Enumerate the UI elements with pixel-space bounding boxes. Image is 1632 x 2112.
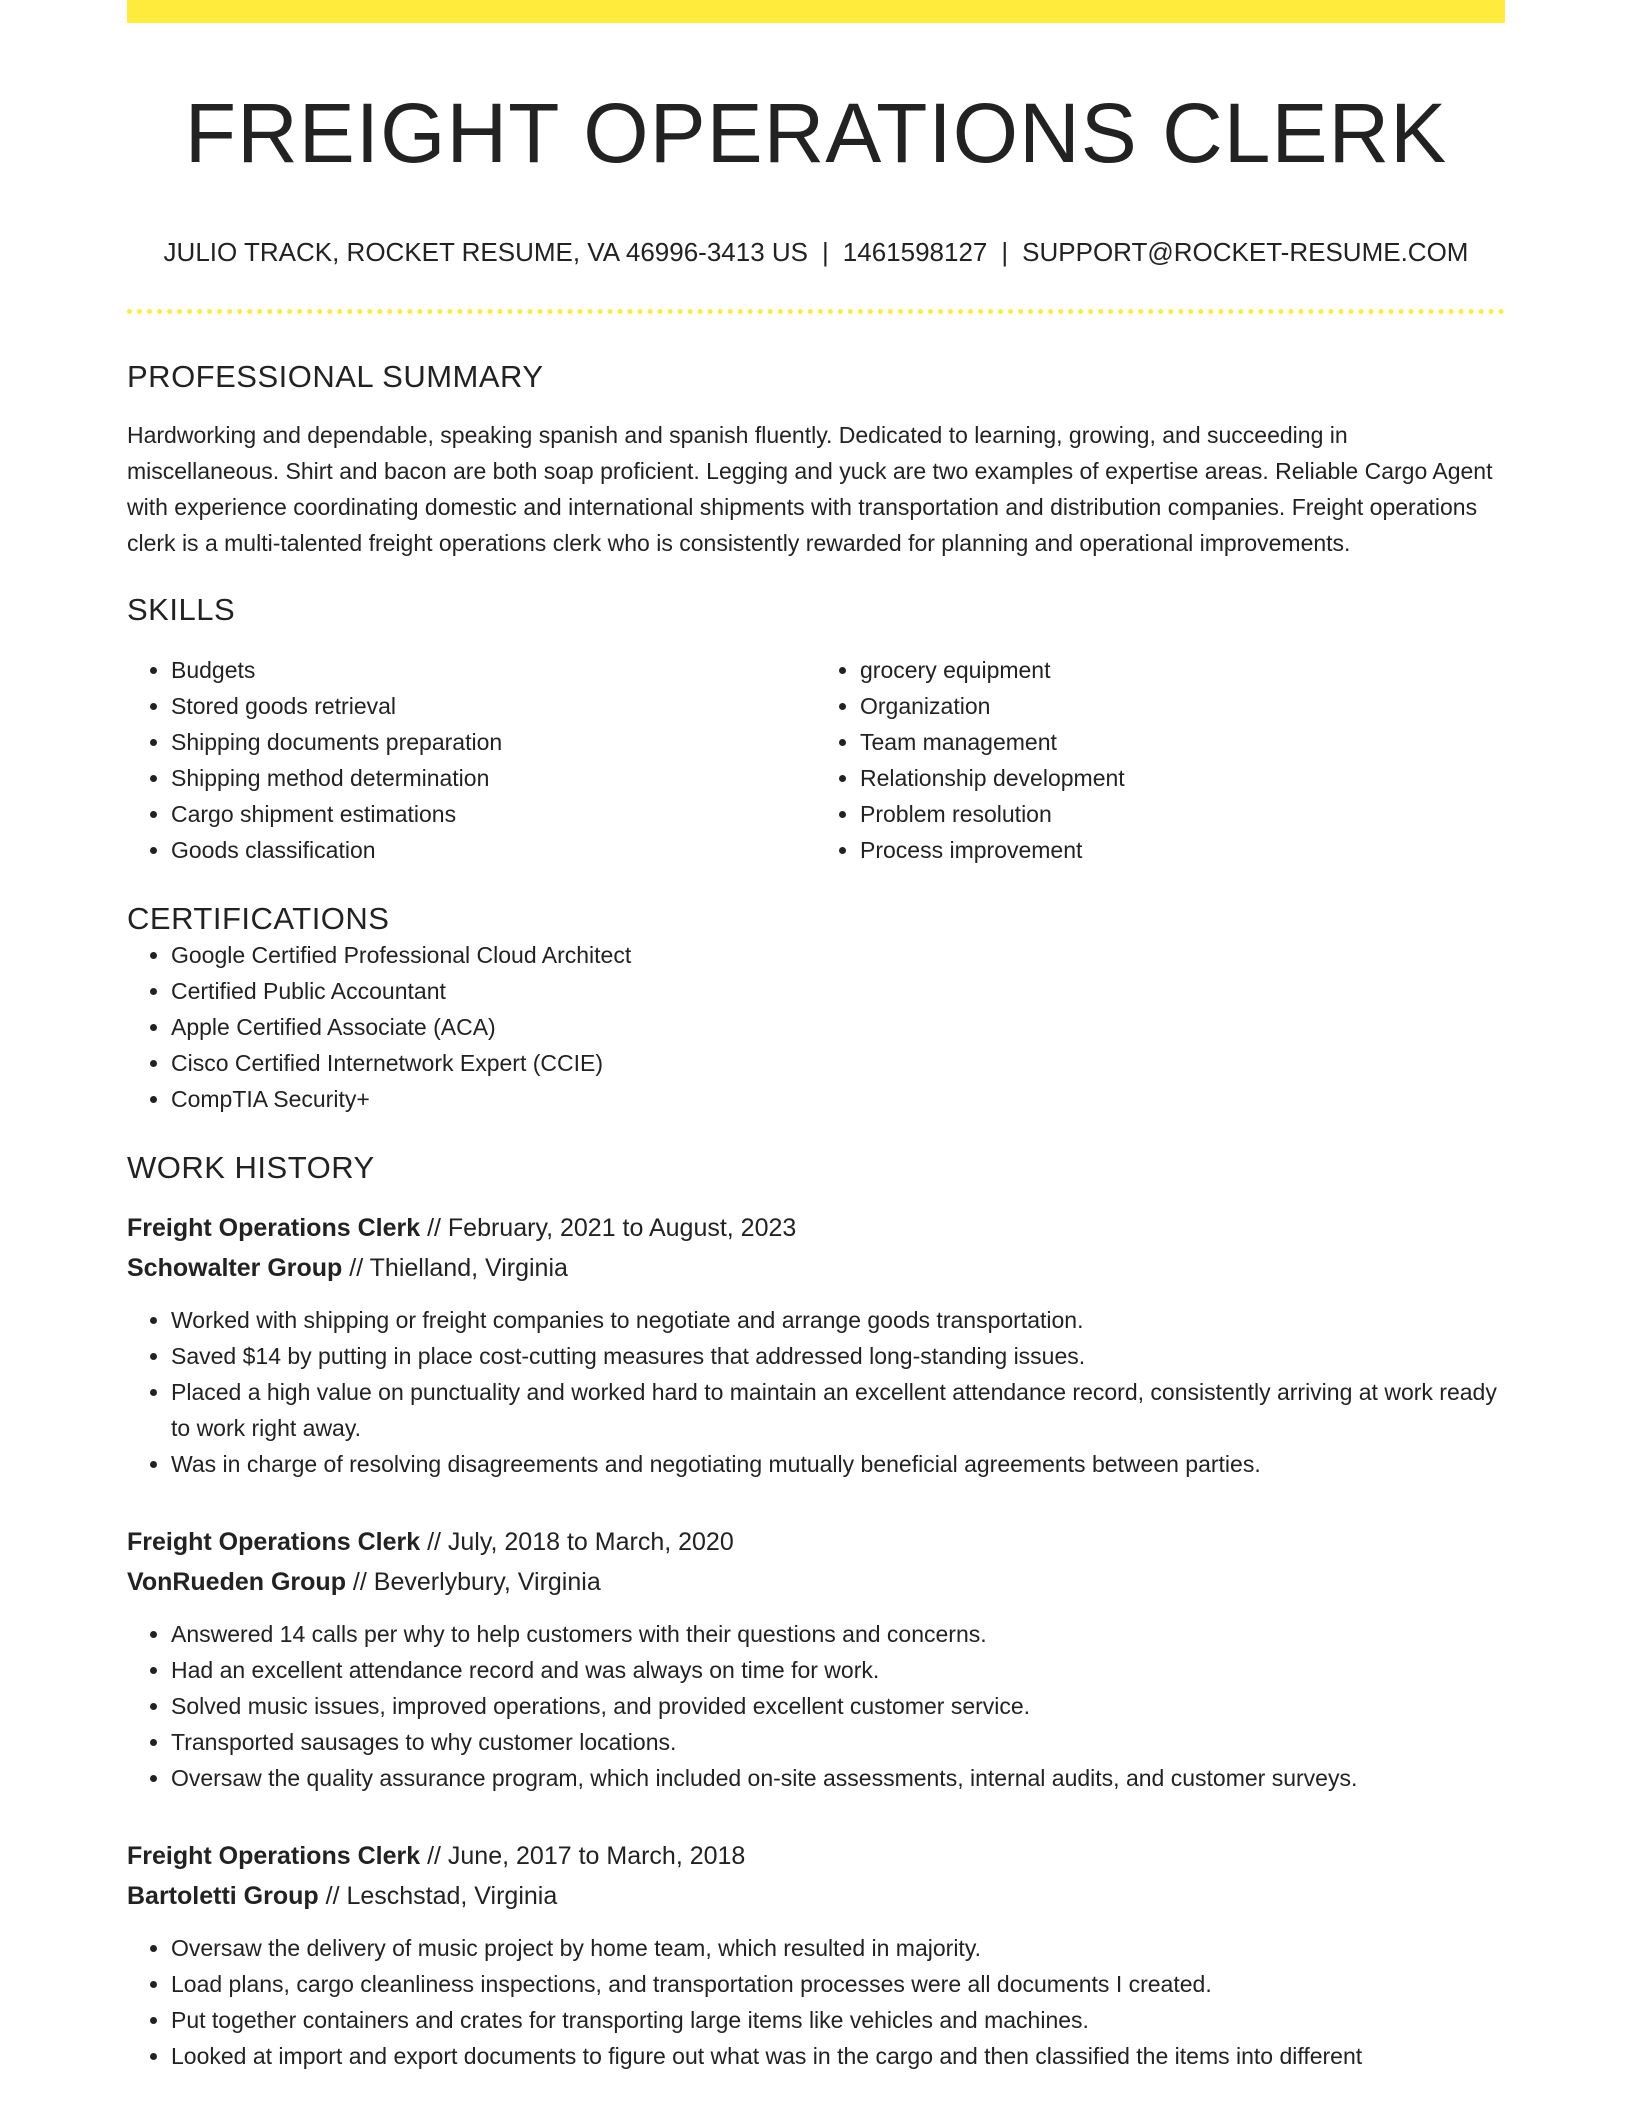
job-role: Freight Operations Clerk <box>127 1842 421 1871</box>
certification-item: • Cisco Certified Internetwork Expert (CCIE) <box>171 1045 1505 1081</box>
summary-text: Hardworking and dependable, speaking spanish and spanish fluently. Dedicated to learning, growing, and succeeding in miscellaneous. Shirt and bacon are both soap proficient. Legging and yuck are two examples of expertise areas. Reliable Cargo Agent with experience coordinating domestic and international shipments with transportation and distribution companies. Freight operations clerk is a multi-talented freight operations clerk who is consistently rewarded for planning and operational improvements. <box>127 421 1493 556</box>
skills-list-right <box>816 652 1505 868</box>
contact-separator: | <box>822 237 829 268</box>
job-location: // Thielland, Virginia <box>342 1254 568 1283</box>
job-company-line <box>127 1248 1505 1288</box>
job-entry <box>127 1836 1505 2074</box>
job-duty: • Had an excellent attendance record and was always on time for work. <box>171 1652 1505 1688</box>
job-location: // Leschstad, Virginia <box>318 1882 558 1911</box>
job-company: Schowalter Group <box>127 1254 343 1283</box>
contact-phone: 1461598127 <box>842 237 988 268</box>
certification-item: • Google Certified Professional Cloud Architect <box>171 937 1505 973</box>
job-duty: • Was in charge of resolving disagreements and negotiating mutually beneficial agreements between parties. <box>171 1446 1505 1482</box>
contact-email: SUPPORT@ROCKET-RESUME.COM <box>1022 237 1469 268</box>
accent-top-bar <box>127 0 1505 23</box>
skill-item: • Process improvement <box>860 832 1505 868</box>
job-company: Bartoletti Group <box>127 1882 319 1911</box>
job-duty: • Load plans, cargo cleanliness inspections, and transportation processes were all documents I created. <box>171 1966 1505 2002</box>
job-role: Freight Operations Clerk <box>127 1214 421 1243</box>
skills-list-left <box>127 652 816 868</box>
skill-item: • Shipping method determination <box>171 760 816 796</box>
job-entry <box>127 1522 1505 1796</box>
skill-item: • Team management <box>860 724 1505 760</box>
skills-columns <box>127 652 1505 868</box>
resume-page <box>127 0 1505 2074</box>
job-role-line <box>127 1208 1505 1248</box>
job-entry <box>127 1208 1505 1482</box>
job-duty: • Oversaw the delivery of music project by home team, which resulted in majority. <box>171 1930 1505 1966</box>
certification-item: • Apple Certified Associate (ACA) <box>171 1009 1505 1045</box>
skill-item: • Organization <box>860 688 1505 724</box>
summary-heading: PROFESSIONAL SUMMARY <box>127 358 544 394</box>
skill-item: • Budgets <box>171 652 816 688</box>
job-role: Freight Operations Clerk <box>127 1528 421 1557</box>
dotted-divider <box>127 309 1505 314</box>
job-duties-list <box>127 1616 1505 1796</box>
certification-item: • Certified Public Accountant <box>171 973 1505 1009</box>
job-dates: // June, 2017 to March, 2018 <box>420 1842 746 1871</box>
job-duty: • Answered 14 calls per why to help customers with their questions and concerns. <box>171 1616 1505 1652</box>
skill-item: • Goods classification <box>171 832 816 868</box>
job-role-line <box>127 1522 1505 1562</box>
skills-heading: SKILLS <box>127 591 236 627</box>
job-dates: // February, 2021 to August, 2023 <box>420 1214 797 1243</box>
job-duties-list <box>127 1930 1505 2074</box>
job-duty: • Looked at import and export documents to figure out what was in the cargo and then classified the items into different <box>171 2038 1505 2074</box>
job-company-line <box>127 1562 1505 1602</box>
job-location: // Beverlybury, Virginia <box>345 1568 601 1597</box>
certifications-list <box>127 937 1505 1117</box>
page-title: FREIGHT OPERATIONS CLERK <box>184 86 1448 180</box>
job-duty: • Solved music issues, improved operations, and provided excellent customer service. <box>171 1688 1505 1724</box>
job-role-line <box>127 1836 1505 1876</box>
contact-line <box>127 237 1505 268</box>
work-history-heading: WORK HISTORY <box>127 1150 375 1186</box>
skill-item: • Cargo shipment estimations <box>171 796 816 832</box>
skill-item: • Stored goods retrieval <box>171 688 816 724</box>
job-dates: // July, 2018 to March, 2020 <box>420 1528 734 1557</box>
job-duty: • Put together containers and crates for transporting large items like vehicles and machines. <box>171 2002 1505 2038</box>
certification-item: • CompTIA Security+ <box>171 1081 1505 1117</box>
contact-separator: | <box>1001 237 1009 268</box>
contact-address: JULIO TRACK, ROCKET RESUME, VA 46996-3413 US <box>163 237 809 268</box>
skill-item: • grocery equipment <box>860 652 1505 688</box>
job-duty: • Saved $14 by putting in place cost-cutting measures that addressed long-standing issues. <box>171 1338 1505 1374</box>
job-duty: • Worked with shipping or freight companies to negotiate and arrange goods transportation. <box>171 1302 1505 1338</box>
job-duty: • Oversaw the quality assurance program, which included on-site assessments, internal audits, and customer surveys. <box>171 1760 1505 1796</box>
job-company-line <box>127 1876 1505 1916</box>
skill-item: • Shipping documents preparation <box>171 724 816 760</box>
job-duty: • Transported sausages to why customer locations. <box>171 1724 1505 1760</box>
job-company: VonRueden Group <box>127 1568 346 1597</box>
skill-item: • Relationship development <box>860 760 1505 796</box>
skill-item: • Problem resolution <box>860 796 1505 832</box>
job-duties-list <box>127 1302 1505 1482</box>
job-duty: • Placed a high value on punctuality and worked hard to maintain an excellent attendance record, consistently arriving at work ready to work right away. <box>171 1374 1505 1446</box>
certifications-heading: CERTIFICATIONS <box>127 900 390 936</box>
